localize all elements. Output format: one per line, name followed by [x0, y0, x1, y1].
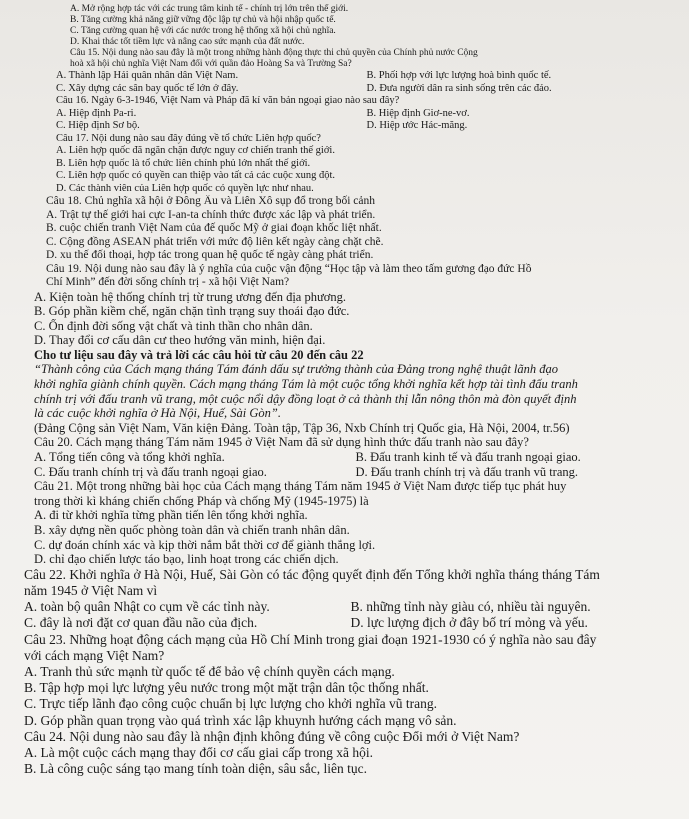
- text-line: D. xu thế đối thoại, hợp tác trong quan hệ quốc tế ngày càng phát triển.: [46, 249, 374, 261]
- text-line: D. Góp phần quan trọng vào quá trình xác lập khuynh hướng cách mạng vô sản.: [24, 712, 457, 728]
- text-line: B. cuộc chiến tranh Việt Nam của đế quốc Mỹ ở giai đoạn khốc liệt nhất.: [46, 222, 382, 234]
- text-line: Câu 15. Nội dung nào sau đây là một trong những hành động thực thi chủ quyền của Chính phủ nước Cộng: [70, 48, 478, 58]
- text-line: Câu 19. Nội dung nào sau đây là ý nghĩa của cuộc vận động “Học tập và làm theo tấm gương đạo đức Hồ: [46, 262, 532, 275]
- text-line: B. Tập hợp mọi lực lượng yêu nước trong một mặt trận dân tộc thống nhất.: [24, 680, 429, 696]
- text-line: A. Kiện toàn hệ thống chính trị từ trung ương đến địa phương.: [34, 289, 346, 304]
- answer-option: D. lực lượng địch ở đây bố trí mỏng và yếu.: [350, 615, 588, 631]
- text-line: khởi nghĩa giành chính quyền. Cách mạng tháng Tám là một cuộc tổng khởi nghĩa kết hợp tài tình đấu tranh: [34, 377, 578, 392]
- answer-option: A. Tổng tiến công và tổng khởi nghĩa.: [34, 450, 225, 465]
- text-line: C. Tăng cường quan hệ với các nước trong hệ thống xã hội chủ nghĩa.: [70, 26, 336, 36]
- answer-option: C. Đấu tranh chính trị và đấu tranh ngoại giao.: [34, 464, 267, 479]
- text-line: D. chỉ đạo chiến lược táo bạo, linh hoạt trong các chiến dịch.: [34, 552, 339, 567]
- text-line: “Thành công của Cách mạng tháng Tám đánh dấu sự trưởng thành của Đảng trong nghệ thuật lãnh đạo: [34, 362, 559, 377]
- text-line: A. Trật tự thế giới hai cực I-an-ta chính thức được xác lập và phát triển.: [46, 208, 376, 221]
- text-line: (Đảng Cộng sản Việt Nam, Văn kiện Đảng. Toàn tập, Tập 36, Nxb Chính trị Quốc gia, Hà Nội, 2004, tr.56): [34, 420, 570, 435]
- text-line: Câu 24. Nội dung nào sau đây là nhận định không đúng về công cuộc Đổi mới ở Việt Nam?: [24, 728, 520, 744]
- answer-option: B. Đấu tranh kinh tế và đấu tranh ngoại giao.: [355, 450, 581, 465]
- text-line: B. Tăng cường khả năng giữ vững độc lập tự chủ và hội nhập quốc tế.: [70, 15, 336, 25]
- text-line: A. đi từ khởi nghĩa từng phần tiến lên tổng khởi nghĩa.: [34, 508, 308, 523]
- text-line: C. Cộng đồng ASEAN phát triển với mức độ liên kết ngày càng chặt chẽ.: [46, 235, 384, 248]
- answer-option: C. Xây dựng các sân bay quốc tế lớn ở đây.: [56, 82, 239, 94]
- text-line: A. Liên hợp quốc đã ngăn chặn được nguy cơ chiến tranh thế giới.: [56, 145, 335, 156]
- text-line: Cho tư liệu sau đây và trả lời các câu hỏi từ câu 20 đến câu 22: [34, 347, 364, 362]
- text-line: C. Liên hợp quốc có quyền can thiệp vào tất cả các cuộc xung đột.: [56, 170, 336, 181]
- text-line: A. Là một cuộc cách mạng thay đổi cơ cấu giai cấp trong xã hội.: [24, 745, 374, 761]
- answer-option: C. Hiệp định Sơ bộ.: [56, 120, 140, 131]
- answer-pair: [22, 465, 677, 480]
- text-line: D. Khai thác tốt tiềm lực và nâng cao sức mạnh của đất nước.: [70, 37, 305, 47]
- text-line: B. Góp phần kiềm chế, ngăn chặn tình trạng suy thoái đạo đức.: [34, 304, 350, 319]
- answer-option: D. Đưa người dân ra sinh sống trên các đảo.: [366, 82, 552, 94]
- text-line: Câu 20. Cách mạng tháng Tám năm 1945 ở Việt Nam đã sử dụng hình thức đấu tranh nào sau đây?: [34, 435, 529, 450]
- text-line: hoà xã hội chủ nghĩa Việt Nam đối với quần đảo Hoàng Sa và Trường Sa?: [70, 59, 352, 69]
- answer-pair: [22, 615, 677, 631]
- answer-option: A. Hiệp định Pa-ri.: [56, 107, 137, 119]
- answer-pair: [22, 70, 677, 83]
- answer-pair: [22, 450, 677, 465]
- answer-pair: [22, 108, 677, 121]
- text-line: chính trị với đấu tranh vũ trang, một cuộc nổi dậy đồng loạt ở cả thành thị lẫn nông thôn mà đòn quyết định: [34, 391, 577, 406]
- answer-option: B. Hiệp định Giơ-ne-vơ.: [366, 107, 470, 119]
- text-line: B. Là công cuộc sáng tạo mang tính toàn diện, sâu sắc, liên tục.: [24, 761, 368, 777]
- text-line: Câu 23. Những hoạt động cách mạng của Hồ Chí Minh trong giai đoạn 1921-1930 có ý nghĩa nào sau đây: [24, 631, 597, 647]
- answer-option: B. những tỉnh này giàu có, nhiều tài nguyên.: [350, 599, 591, 615]
- answer-pair: [22, 83, 677, 96]
- text-line: A. Tranh thủ sức mạnh từ quốc tế để bảo vệ chính quyền cách mạng.: [24, 664, 395, 679]
- text-line: C. dự đoán chính xác và kịp thời nắm bắt thời cơ để giành thắng lợi.: [34, 537, 376, 552]
- text-line: trong thời kì kháng chiến chống Pháp và chống Mỹ (1945-1975) là: [34, 493, 369, 508]
- text-line: Câu 17. Nội dung nào sau đây đúng về tổ chức Liên hợp quốc?: [56, 132, 321, 144]
- text-line: là các cuộc khởi nghĩa ở Hà Nội, Huế, Sài Gòn”.: [34, 406, 281, 421]
- text-line: A. Mở rộng hợp tác với các trung tâm kinh tế - chính trị lớn trên thế giới.: [70, 4, 349, 14]
- text-line: năm 1945 ở Việt Nam vì: [24, 582, 158, 598]
- text-line: Câu 22. Khởi nghĩa ở Hà Nội, Huế, Sài Gòn có tác động quyết định đến Tổng khởi nghĩa tháng tháng Tám: [24, 566, 600, 582]
- answer-option: A. toàn bộ quân Nhật co cụm về các tỉnh này.: [24, 599, 270, 615]
- text-line: B. Liên hợp quốc là tổ chức liên chính phủ lớn nhất thế giới.: [56, 157, 311, 169]
- text-line: D. Các thành viên của Liên hợp quốc có quyền lực như nhau.: [56, 182, 314, 194]
- text-line: Chí Minh” đến đời sống chính trị - xã hội Việt Nam?: [46, 276, 290, 288]
- answer-option: D. Hiệp ước Hác-măng.: [366, 120, 468, 131]
- text-line: Câu 21. Một trong những bài học của Cách mạng tháng Tám năm 1945 ở Việt Nam được tiếp tục phát huy: [34, 479, 567, 494]
- text-line: D. Thay đổi cơ cấu dân cư theo hướng văn minh, hiện đại.: [34, 333, 326, 348]
- answer-option: A. Thành lập Hải quân nhân dân Việt Nam.: [56, 70, 239, 81]
- text-line: với cách mạng Việt Nam?: [24, 647, 165, 663]
- answer-option: B. Phối hợp với lực lượng hoà bình quốc tế.: [366, 70, 552, 81]
- answer-pair: [22, 120, 677, 133]
- answer-option: D. Đấu tranh chính trị và đấu tranh vũ trang.: [355, 464, 579, 479]
- text-line: C. Ổn định đời sống vật chất và tinh thần cho nhân dân.: [34, 318, 313, 333]
- text-line: Câu 16. Ngày 6-3-1946, Việt Nam và Pháp đã kí văn bản ngoại giao nào sau đây?: [56, 95, 400, 106]
- text-line: Câu 18. Chủ nghĩa xã hội ở Đông Âu và Liên Xô sụp đổ trong bối cảnh: [46, 195, 375, 207]
- text-line: C. Trực tiếp lãnh đạo công cuộc chuẩn bị lực lượng cho khởi nghĩa vũ trang.: [24, 696, 438, 712]
- text-line: B. xây dựng nền quốc phòng toàn dân và chiến tranh nhân dân.: [34, 523, 350, 537]
- answer-option: C. đây là nơi đặt cơ quan đầu não của địch.: [24, 615, 258, 631]
- answer-pair: [22, 599, 677, 615]
